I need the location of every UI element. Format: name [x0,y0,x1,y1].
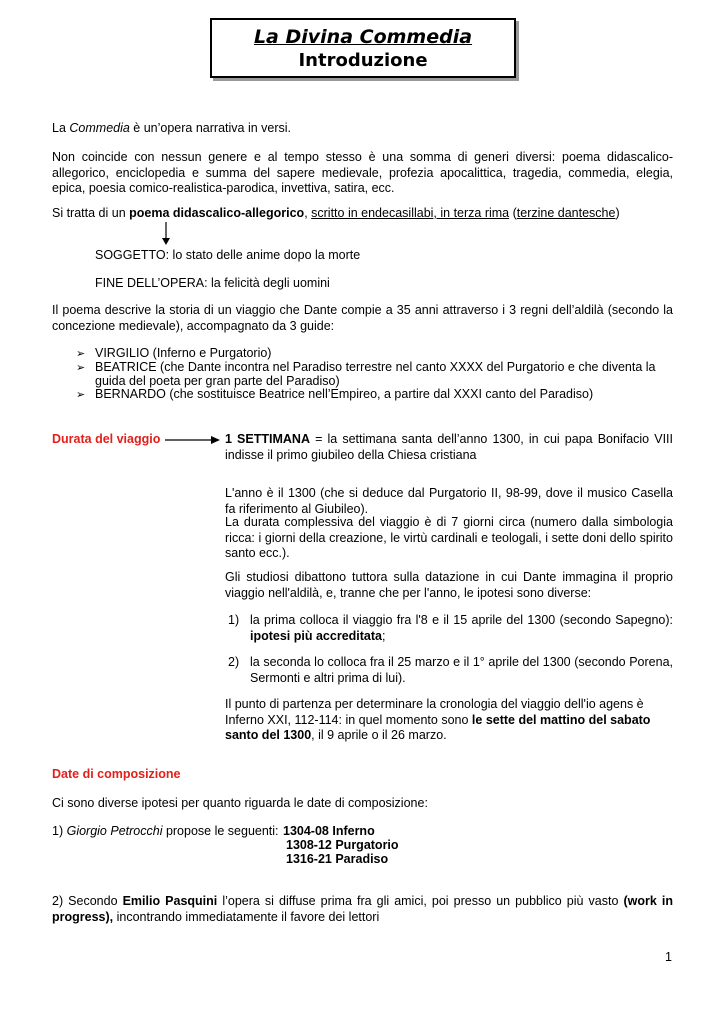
durata-paragraph: La durata complessiva del viaggio è di 7 giorni circa (numero dalla simbologia ricca: i giorni della creazione, le virtù cardinali e teologali, i sette doni dello spirito santo ecc.). [225,515,673,560]
bullet-icon: ➢ [76,348,86,360]
guide-item-continuation: guida del poeta per gran parte del Paradiso) [95,374,340,388]
journey-paragraph: Il poema descrive la storia di un viaggio che Dante compie a 35 anni attraverso i 3 regni dell’aldilà (secondo la concezione medievale), accompagnato da 3 guide: [52,303,673,333]
genres-paragraph: Non coincide con nessun genere e al tempo stesso è una somma di generi diversi: poema didascalico-allegorico, enciclopedia e summa del sapere medievale, profezia apocalittica, tragedia, commedia, elegia, epica, poesia comico-realistica-parodica, invettiva, satira, ecc. [52,150,673,195]
anno-paragraph: L'anno è il 1300 (che si deduce dal Purgatorio II, 98-99, dove il musico Casella fa riferimento al Giubileo). [225,486,673,516]
petrocchi-line: 1) Giorgio Petrocchi propose le seguenti: [52,824,279,838]
fine-line: FINE DELL’OPERA: la felicità degli uomini [95,276,330,290]
composizione-heading: Date di composizione [52,767,181,781]
list-number: 2) [228,655,240,669]
title-box [210,18,516,78]
composizione-intro: Ci sono diverse ipotesi per quanto riguarda le date di composizione: [52,796,428,810]
right-arrow-icon [165,434,221,446]
settimana-paragraph: 1 SETTIMANA = la settimana santa dell’anno 1300, in cui papa Bonifacio VIII indisse il primo giubileo della Chiesa cristiana [225,432,673,462]
guide-item: BERNARDO (che sostituisce Beatrice nell’Empireo, a partire dal XXXI canto del Paradiso) [95,387,594,401]
date-paradiso: 1316-21 Paradiso [286,852,389,866]
partenza-paragraph: Il punto di partenza per determinare la cronologia del viaggio dell'io agens è Inferno XXI, 112-114: in quel momento sono le sette del mattino del sabato santo del 1300, il 9 aprile o il 26 marzo. [225,697,651,742]
guide-item: VIRGILIO (Inferno e Purgatorio) [95,346,272,360]
durata-heading: Durata del viaggio [52,432,161,446]
intro-paragraph: La Commedia è un’opera narrativa in versi. [52,121,292,135]
bullet-icon: ➢ [76,389,86,401]
soggetto-line: SOGGETTO: lo stato delle anime dopo la morte [95,248,361,262]
list-number: 1) [228,613,240,627]
date-purgatorio: 1308-12 Purgatorio [286,838,399,852]
document-subtitle: Introduzione [298,50,428,71]
down-arrow-icon [159,222,173,246]
pasquini-paragraph: 2) Secondo Emilio Pasquini l’opera si diffuse prima fra gli amici, poi presso un pubblico più vasto (work in progress), incontrando immediatamente il favore dei lettori [52,894,673,924]
bullet-icon: ➢ [76,362,86,374]
studiosi-paragraph: Gli studiosi dibattono tuttora sulla datazione in cui Dante immagina il proprio viaggio nell'aldilà, e, tranne che per l'anno, le ipotesi sono diverse: [225,570,673,600]
ipotesi-2: la seconda lo colloca fra il 25 marzo e il 1° aprile del 1300 (secondo Porena, Sermonti e altri prima di lui). [250,655,673,685]
page-number: 1 [665,950,672,964]
guide-item: BEATRICE (che Dante incontra nel Paradiso terrestre nel canto XXXX del Purgatorio e che diventa la [95,360,656,374]
document-title: La Divina Commedia [253,26,473,48]
ipotesi-1: la prima colloca il viaggio fra l'8 e il 15 aprile del 1300 (secondo Sapegno): ipotesi più accreditata; [250,613,673,643]
genre-paragraph: Si tratta di un poema didascalico-allegorico, scritto in endecasillabi, in terza rima (terzine dantesche) [52,206,620,220]
date-inferno: 1304-08 Inferno [283,824,375,838]
